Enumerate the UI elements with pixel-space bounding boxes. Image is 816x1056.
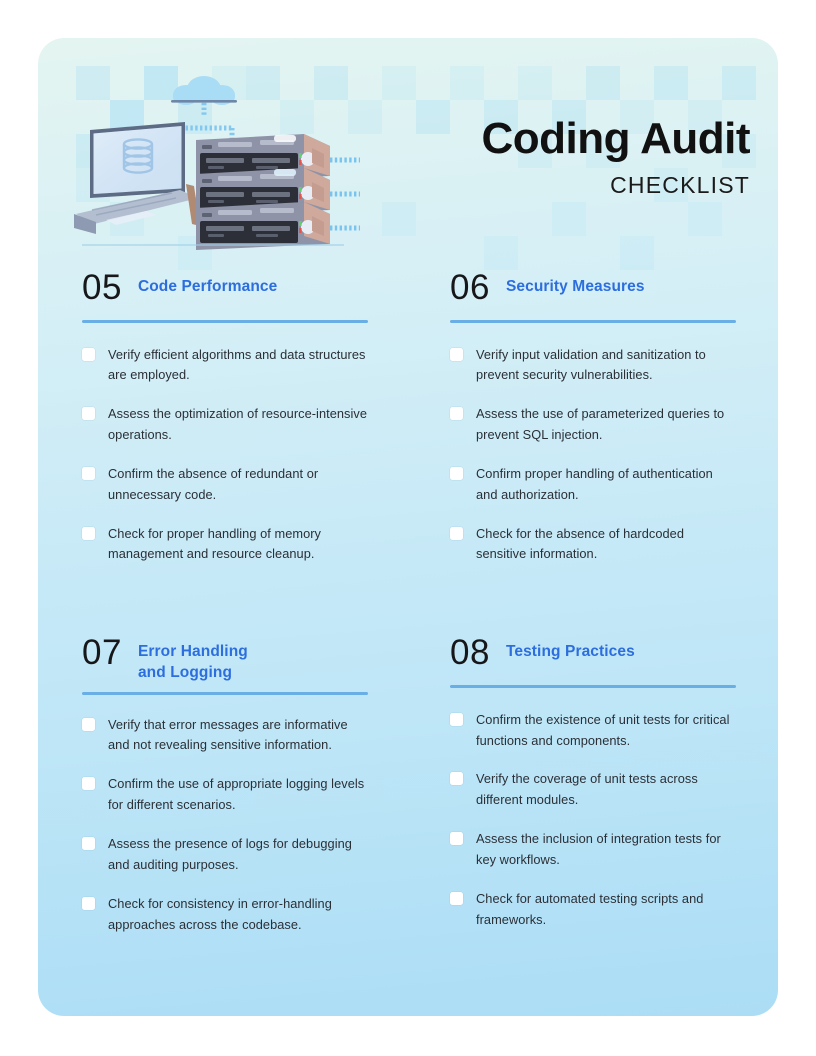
section-title-line1: Security Measures — [505, 278, 645, 295]
checklist-item-label: Assess the optimization of resource-intensive operations. — [108, 406, 368, 443]
checklist-sections — [38, 268, 778, 935]
checklist-items — [450, 710, 736, 931]
checklist-item-label: Assess the use of parameterized queries to prevent SQL injection. — [476, 406, 725, 443]
checklist-item[interactable] — [450, 710, 736, 752]
section-title-line1: Code Performance — [137, 278, 278, 295]
checklist-item-label: Confirm the existence of unit tests for critical functions and components. — [476, 711, 730, 748]
servers-laptop-cloud-illustration — [68, 56, 368, 256]
section-divider — [450, 320, 736, 323]
title-block — [390, 116, 760, 199]
section-header — [450, 268, 736, 312]
checkbox-icon[interactable] — [82, 467, 95, 480]
checklist-item[interactable] — [82, 834, 368, 876]
checklist-item-label: Check for consistency in error-handling approaches across the codebase. — [108, 895, 332, 932]
checkbox-icon[interactable] — [82, 777, 95, 790]
section-number: 07 — [82, 633, 122, 673]
section-header — [82, 633, 368, 684]
checklist-item-label: Assess the inclusion of integration tests for key workflows. — [476, 831, 721, 867]
checklist-item[interactable] — [450, 524, 736, 566]
checklist-section-08 — [450, 633, 736, 935]
checkbox-icon[interactable] — [450, 772, 463, 785]
checklist-item-label: Confirm the absence of redundant or unnecessary code. — [108, 465, 319, 502]
checklist-card — [38, 38, 778, 1016]
checklist-item[interactable] — [82, 464, 368, 506]
header — [38, 38, 778, 268]
section-number: 05 — [82, 268, 122, 307]
checklist-section-06 — [450, 268, 736, 565]
checklist-item[interactable] — [82, 345, 368, 387]
checkbox-icon[interactable] — [450, 832, 463, 845]
laptop-shape — [74, 122, 200, 234]
section-title — [138, 268, 277, 298]
checklist-section-05 — [82, 268, 368, 565]
checkbox-icon[interactable] — [450, 527, 463, 540]
checklist-item-label: Verify the coverage of unit tests across different modules. — [476, 771, 698, 808]
checkbox-icon[interactable] — [450, 713, 463, 726]
checklist-items — [82, 715, 368, 936]
section-divider — [82, 692, 368, 695]
checklist-items — [82, 345, 368, 566]
checklist-item-label: Assess the presence of logs for debugging and auditing purposes. — [108, 835, 352, 872]
section-divider — [450, 685, 736, 688]
checklist-item-label: Check for automated testing scripts and frameworks. — [476, 890, 704, 927]
checkbox-icon[interactable] — [450, 407, 463, 420]
checklist-item[interactable] — [450, 769, 736, 811]
server-stack-shape — [196, 134, 330, 250]
checklist-item[interactable] — [450, 345, 736, 387]
checklist-item-label: Check for the absence of hardcoded sensitive information. — [476, 525, 685, 562]
checklist-item-label: Check for proper handling of memory management and resource cleanup. — [108, 525, 321, 562]
checklist-item[interactable] — [450, 464, 736, 506]
checklist-item[interactable] — [82, 894, 368, 936]
section-title — [506, 268, 645, 298]
checkbox-icon[interactable] — [450, 348, 463, 361]
section-number: 06 — [450, 268, 490, 307]
checkbox-icon[interactable] — [82, 837, 95, 850]
section-title-line2: and Logging — [137, 664, 233, 682]
checkbox-icon[interactable] — [82, 718, 95, 731]
cloud-shape — [171, 76, 237, 105]
checklist-item[interactable] — [82, 715, 368, 757]
checklist-item[interactable] — [82, 774, 368, 816]
checklist-item-label: Confirm proper handling of authentication and authorization. — [476, 465, 713, 502]
checklist-section-07 — [82, 633, 368, 935]
section-header — [82, 268, 368, 312]
checkbox-icon[interactable] — [82, 897, 95, 910]
page-subtitle: CHECKLIST — [610, 172, 750, 199]
checkbox-icon[interactable] — [82, 527, 95, 540]
checklist-item[interactable] — [450, 404, 736, 446]
checkbox-icon[interactable] — [450, 467, 463, 480]
checklist-item-label: Verify input validation and sanitization to prevent security vulnerabilities. — [476, 346, 706, 383]
checklist-item[interactable] — [82, 404, 368, 446]
section-title-line1: Error Handling — [137, 643, 248, 661]
section-title-line1: Testing Practices — [505, 643, 635, 661]
checklist-item-label: Verify that error messages are informative and not revealing sensitive information. — [108, 716, 348, 753]
section-header — [450, 633, 736, 677]
section-number: 08 — [450, 633, 490, 673]
checklist-item[interactable] — [82, 524, 368, 566]
checklist-item[interactable] — [450, 829, 736, 871]
section-title — [506, 633, 635, 663]
checkbox-icon[interactable] — [82, 348, 95, 361]
page-title: Coding Audit — [481, 114, 750, 163]
checklist-item[interactable] — [450, 889, 736, 931]
checkbox-icon[interactable] — [82, 407, 95, 420]
checklist-items — [450, 345, 736, 566]
checklist-item-label: Confirm the use of appropriate logging levels for different scenarios. — [108, 776, 365, 813]
section-title — [138, 633, 248, 684]
section-divider — [82, 320, 368, 323]
checkbox-icon[interactable] — [450, 892, 463, 905]
checklist-item-label: Verify efficient algorithms and data structures are employed. — [108, 346, 366, 383]
